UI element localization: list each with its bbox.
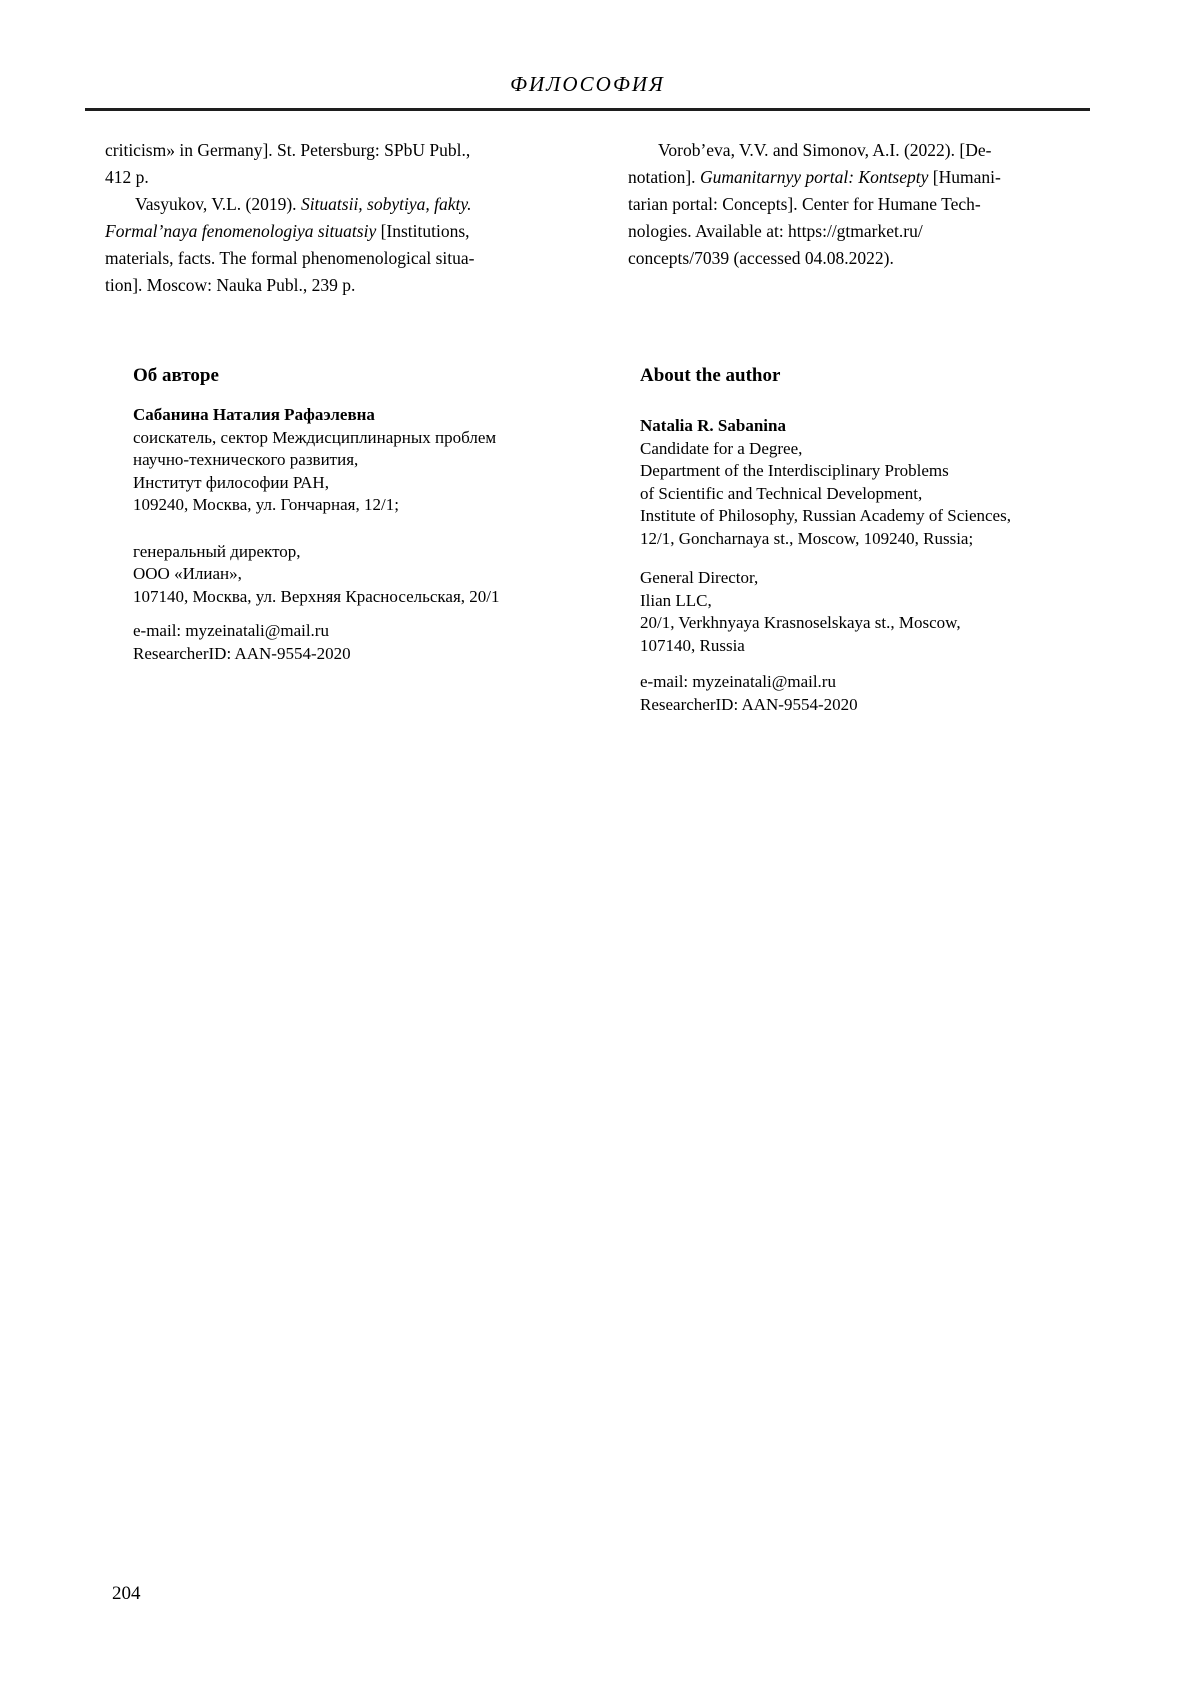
reference-line [105,218,550,245]
reference-line: nologies. Available at: https://gtmarket.ru/ [628,221,923,241]
reference-line [628,164,1088,191]
reference-text: Vasyukov, V.L. (2019). [135,194,301,214]
author-name-ru: Сабанина Наталия Рафаэлевна [133,405,375,424]
reference-title-italic: Formal’naya fenomenologiya situatsiy [105,221,377,241]
references-column-right [628,137,1088,272]
author-position-line: 107140, Russia [640,635,745,655]
author-position-line: 107140, Москва, ул. Верхняя Красносельская, 20/1 [133,586,500,606]
author-contact-researcherid: ResearcherID: AAN-9554-2020 [133,643,351,663]
reference-line: concepts/7039 (accessed 04.08.2022). [628,248,894,268]
author-affiliation-line: Institute of Philosophy, Russian Academy of Sciences, [640,506,1011,525]
author-contact-email: e-mail: myzeinatali@mail.ru [640,672,836,691]
author-section-ru [133,364,603,665]
author-position-line: General Director, [640,568,759,587]
reference-line: criticism» in Germany]. St. Petersburg: SPbU Publ., [105,140,471,160]
author-affiliation-line: 109240, Москва, ул. Гончарная, 12/1; [133,495,399,514]
reference-line: tion]. Moscow: Nauka Publ., 239 p. [105,275,356,295]
author-affiliation-line: научно-технического развития, [133,450,359,469]
reference-title-italic: Gumanitarnyy portal: Kontsepty [699,167,929,187]
reference-text: notation]. [628,167,700,187]
author-affiliation-line: Candidate for a Degree, [640,438,803,458]
author-affiliation-line: соискатель, сектор Междисциплинарных проблем [133,427,497,447]
page-number: 204 [112,1583,141,1604]
author-section-heading-ru: Об авторе [133,365,219,386]
author-name-en: Natalia R. Sabanina [640,416,786,435]
reference-line: materials, facts. The formal phenomenological situa- [105,248,475,268]
reference-line: tarian portal: Concepts]. Center for Humane Tech- [628,194,981,214]
author-affiliation-line: Department of the Interdisciplinary Problems [640,461,949,480]
reference-line: 412 p. [105,167,149,187]
reference-text: [Humani- [928,167,1001,187]
author-section-en [640,364,1100,716]
author-affiliation-line: of Scientific and Technical Development, [640,483,923,503]
author-affiliation-line: 12/1, Goncharnaya st., Moscow, 109240, Russia; [640,528,974,548]
reference-line [105,191,550,218]
running-head: ФИЛОСОФИЯ [510,72,665,96]
references-column-left [105,137,550,299]
author-affiliation-line: Институт философии РАН, [133,472,329,492]
author-position-line: ООО «Илиан», [133,564,242,583]
author-contact-researcherid: ResearcherID: AAN-9554-2020 [640,694,858,714]
header-rule [85,108,1090,111]
author-position-line: генеральный директор, [133,541,301,561]
author-position-line: Ilian LLC, [640,590,712,610]
author-section-heading-en: About the author [640,365,781,386]
reference-title-italic: Situatsii, sobytiya, fakty. [300,194,472,214]
author-contact-email: e-mail: myzeinatali@mail.ru [133,621,329,640]
author-position-line: 20/1, Verkhnyaya Krasnoselskaya st., Moscow, [640,613,961,632]
reference-line: Vorob’eva, V.V. and Simonov, A.I. (2022). [De- [658,140,992,160]
reference-text: [Institutions, [376,221,470,241]
